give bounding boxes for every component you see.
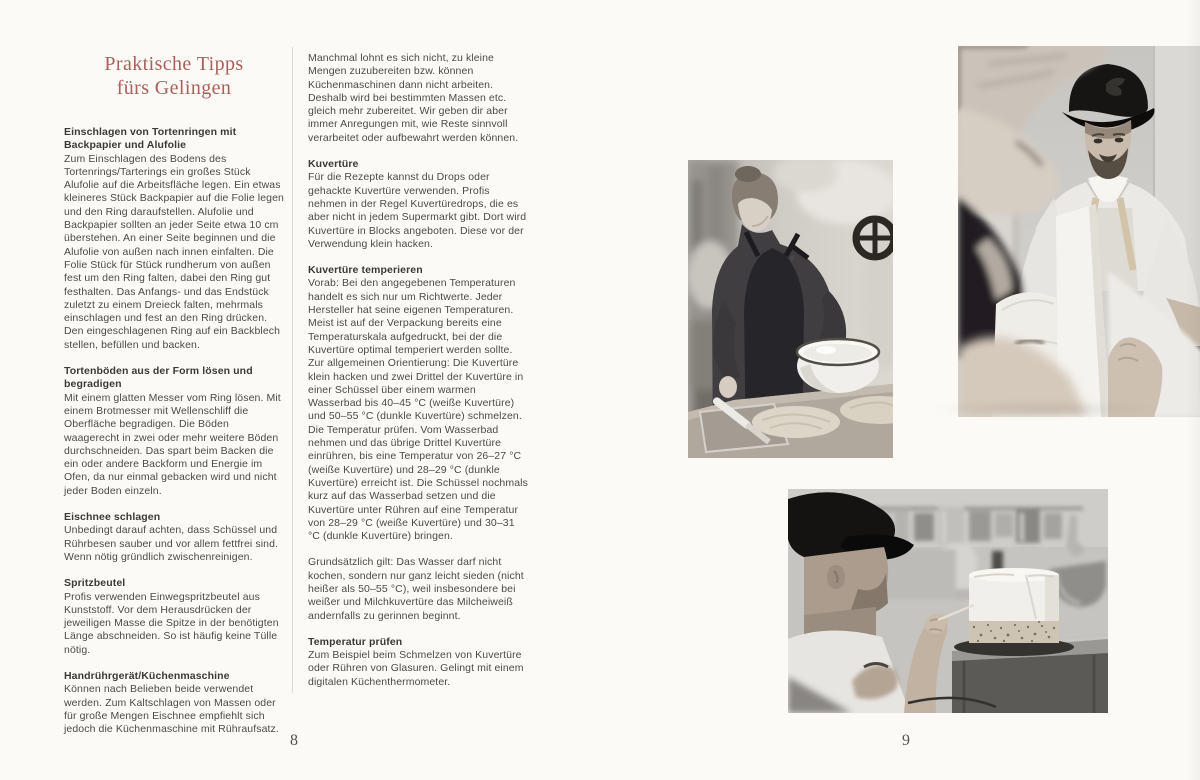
tip-heading: Temperatur prüfen xyxy=(308,635,403,648)
photo-woman-illustration xyxy=(688,160,893,458)
tip-body: Zum Beispiel beim Schmelzen von Kuvertüre oder Rühren von Glasuren. Gelingt mit einem digitalen Küchenthermometer. xyxy=(308,649,524,688)
tip-section-handruehrgeraet xyxy=(64,670,284,736)
tip-body: Grundsätzlich gilt: Das Wasser darf nicht kochen, sondern nur ganz leicht sieden (nicht heißer als 50–55 °C), weil insbesondere bei weißer und Milchkuvertüre das Milcheiweiß andernfalls zu gerinnen beginnt. xyxy=(308,556,524,622)
tip-section-eischnee xyxy=(64,511,284,564)
tip-section-tortenboeden xyxy=(64,365,284,498)
photo-cake-decorating-illustration xyxy=(788,489,1108,713)
page-title-line2: fürs Gelingen xyxy=(116,77,232,99)
tip-heading: Spritzbeutel xyxy=(64,577,126,590)
tip-section-kuvertuere-temperieren xyxy=(308,264,528,543)
tip-section-tortenringe xyxy=(64,126,284,352)
tip-section-mengen-intro xyxy=(308,52,528,145)
tip-body: Zum Einschlagen des Bodens des Tortenrings/Tarterings ein großes Stück Alufolie auf die Arbeitsfläche legen. Ein etwas kleineres Stück Backpapier auf die Folie legen und den Ring daraufstellen. Alufolie und Backpapier sollten an jeder Seite etwa 10 cm überstehen. An einer Seite beginnen und die Alufolie von außen nach innen einfalten. Die Folie Stück für Stück rundherum von außen fest um den Ring falten, dabei den Ring gut festhalten. Das Anfangs- und das Endstück zuletzt zu einem Dreieck falten, mehrmals einschlagen und fest an den Ring drücken. Den eingeschlagenen Ring auf ein Backblech stellen, befüllen und backen. xyxy=(64,152,284,351)
tip-body: Vorab: Bei den angegebenen Temperaturen handelt es sich nur um Richtwerte. Jeder Hersteller hat seine eigenen Temperaturen. Meist ist auf der Verpackung bereits eine Temperaturskala aufgedruckt, bei der die Kuvertüre optimal temperiert werden sollte. Zur allgemeinen Orientierung: Die Kuvertüre klein hacken und zwei Drittel der Kuvertüre in einer Schüssel über einem warmen Wasserbad bis 40–45 °C (weiße Kuvertüre) und 50–55 °C (dunkle Kuvertüre) schmelzen. Die Temperatur prüfen. Vom Wasserbad nehmen und das übrige Drittel Kuvertüre einrühren, bis eine Temperatur von 26–27 °C (weiße Kuvertüre) und 28–29 °C (dunkle Kuvertüre) erreicht ist. Die Schüssel nochmals kurz auf das Wasserbad setzen und die Kuvertüre unter Rühren auf eine Temperatur von 28–29 °C (weiße Kuvertüre) und 30–31 °C (dunkle Kuvertüre) bringen. xyxy=(308,277,528,543)
tip-body: Für die Rezepte kannst du Drops oder gehackte Kuvertüre verwenden. Profis nehmen in der Regel Kuvertüredrops, die es aber nicht in jedem Supermarkt gibt. Dort wird Kuvertüre in Blocks angeboten. Diese vor der Verwendung klein hacken. xyxy=(308,171,527,250)
tip-heading: Handrührgerät/Küchenmaschine xyxy=(64,669,230,682)
photo-woman-brushing-cake-layers xyxy=(688,160,893,458)
page-title xyxy=(64,52,284,100)
tip-heading: Kuvertüre temperieren xyxy=(308,264,423,277)
left-page-column-1 xyxy=(64,52,284,749)
photo-chef-with-cap-portrait xyxy=(958,46,1200,417)
tip-heading: Kuvertüre xyxy=(308,158,359,171)
page-title-line1: Praktische Tipps xyxy=(104,53,244,75)
tip-section-kuvertuere xyxy=(308,158,528,251)
enamel-bowl xyxy=(797,339,879,393)
tip-section-temperatur-pruefen xyxy=(308,636,528,689)
photo-chef-portrait-illustration xyxy=(958,46,1200,417)
page-number-left: 8 xyxy=(290,732,298,749)
tip-heading: Tortenböden aus der Form lösen und begradigen xyxy=(64,365,253,391)
valve-wheel xyxy=(856,219,893,257)
tip-body: Unbedingt darauf achten, dass Schüssel und Rührbesen sauber und vor allem fettfrei sind. Wenn nötig gründlich zwischenreinigen. xyxy=(64,524,279,563)
left-page-column-2 xyxy=(308,52,528,702)
tip-body: Manchmal lohnt es sich nicht, zu kleine Mengen zuzubereiten bzw. können Küchenmaschinen dann nicht arbeiten. Deshalb wird bei bestimmten Massen etc. gleich mehr zubereitet. Wir geben dir aber immer Anregungen mit, wie Reste sinnvoll verarbeitet oder aufbewahrt werden können. xyxy=(308,52,519,144)
tip-body: Profis verwenden Einwegspritzbeutel aus Kunststoff. Vor dem Herausdrücken der jeweiligen Masse die Spitze in der benötigten Länge abschneiden. So ist häufig keine Tülle nötig. xyxy=(64,590,279,656)
page-number-right: 9 xyxy=(902,732,910,749)
tip-heading: Eischnee schlagen xyxy=(64,511,161,524)
tip-body: Können nach Belieben beide verwendet werden. Zum Kaltschlagen von Massen oder für große Mengen Eischnee empfiehlt sich jedoch die Küchenmaschine mit Rühraufsatz. xyxy=(64,683,279,736)
photo-chef-decorating-cake xyxy=(788,489,1108,713)
tip-section-wasserbad-hinweis xyxy=(308,556,528,622)
tip-body: Mit einem glatten Messer vom Ring lösen. Mit einem Brotmesser mit Wellenschliff die Oberfläche begradigen. Die Böden waagerecht in zwei oder mehr weitere Böden durchschneiden. Das spart beim Backen die ein oder andere Backform und Energie im Ofen, da nur einmal gebacken wird und nicht jeder Boden einzeln. xyxy=(64,391,281,497)
column-divider-rule xyxy=(292,47,293,693)
white-cake xyxy=(954,568,1074,656)
tip-heading: Einschlagen von Tortenringen mit Backpapier und Alufolie xyxy=(64,126,237,152)
tip-section-spritzbeutel xyxy=(64,577,284,657)
